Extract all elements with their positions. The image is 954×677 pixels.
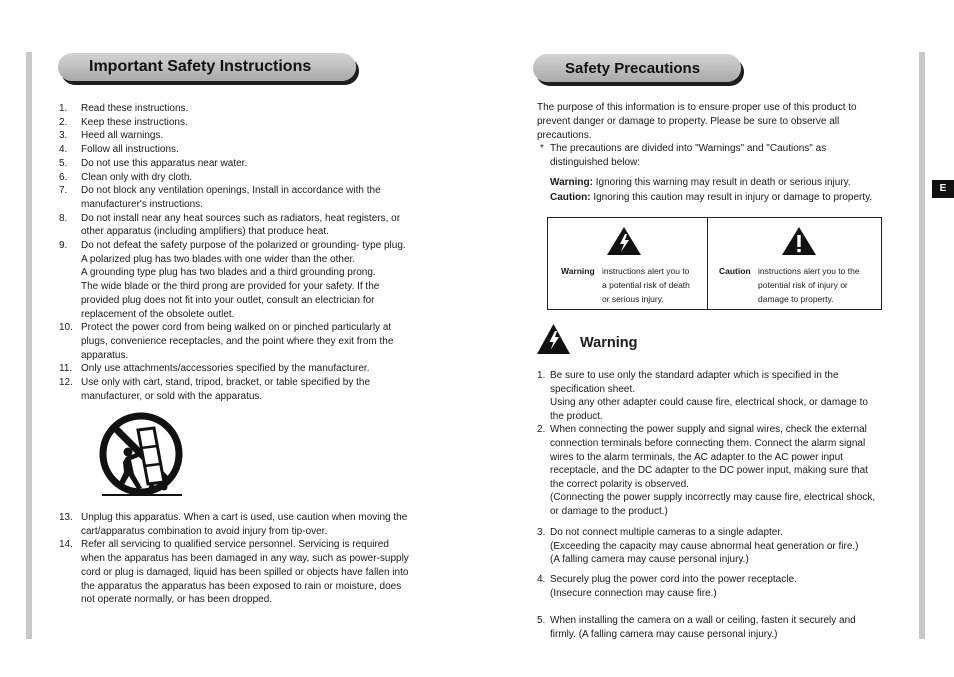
cart-tip-over-warning-icon — [98, 412, 186, 498]
language-tab: E — [932, 180, 954, 198]
list-item: 10. Protect the power cord from being walked on or pinched particularly at plugs, convenience receptacles, and the point where they exit from the apparatus. — [59, 322, 394, 361]
left-page-edge-bar — [26, 52, 32, 639]
list-item: 4. Securely plug the power cord into the power receptacle. (Insecure connection may cause fire.) — [537, 574, 797, 599]
list-item: 2. Keep these instructions. — [59, 116, 188, 128]
list-item: 3. Do not connect multiple cameras to a single adapter. (Exceeding the capacity may cause abnormal heat generation or fire.) (A falling camera may cause personal injury.) — [537, 527, 859, 566]
electric-shock-warning-icon — [606, 226, 642, 256]
exclamation-caution-icon — [781, 226, 817, 256]
safety-precautions-header: Safety Precautions — [533, 54, 741, 82]
list-item: 14. Refer all servicing to qualified service personnel. Servicing is required when the apparatus has been damaged in any way, such as power-supply cord or plug is damaged, liquid has been spilled or objects have fallen into the apparatus the apparatus has been exposed to rain or moisture, does not operate normally, or has been dropped. — [59, 539, 409, 606]
list-item: 5. When installing the camera on a wall or ceiling, fasten it securely and firmly. (A falling camera may cause personal injury.) — [537, 615, 856, 640]
warning-list-1-2 — [537, 369, 897, 519]
list-item: 3. Heed all warnings. — [59, 130, 164, 142]
warning-definition: Warning: Ignoring this warning may result in death or serious injury. — [550, 177, 851, 188]
list-item: 1. Read these instructions. — [59, 103, 189, 114]
warning-list-4 — [537, 573, 897, 600]
caution-definition: Caution: Ignoring this caution may result in injury or damage to property. — [550, 191, 873, 203]
right-page-edge-bar — [919, 52, 925, 639]
list-item: 1. Be sure to use only the standard adapter which is specified in the specification sheet. Using any other adapter could cause fire, electrical shock, or damage to the product. — [537, 370, 868, 422]
list-item: 9. Do not defeat the safety purpose of the polarized or grounding- type plug. A polarized plug has two blades with one wider than the other. A grounding type plug has two blades and a third grounding prong. The wide blade or the third prong are provided for your safety. If the provided plug does not fit into your outlet, consult an electrician for replacement of the obsolete outlet. — [59, 240, 406, 320]
warning-cell-text: Warning instructions alert you to a potential risk of death or serious injury. — [561, 266, 690, 304]
symbol-table — [547, 217, 882, 310]
list-item: 11. Only use attachments/accessories specified by the manufacturer. — [59, 363, 370, 375]
important-safety-header: Important Safety Instructions — [58, 53, 356, 81]
caution-cell-text: Caution instructions alert you to the potential risk of injury or damage to property. — [719, 266, 860, 304]
list-item: 4. Follow all instructions. — [59, 144, 179, 156]
definitions — [550, 176, 872, 205]
warning-title: Warning — [580, 335, 638, 351]
list-item: 8. Do not install near any heat sources such as radiators, heat registers, or other apparatus (including amplifiers) that produce heat. — [59, 212, 401, 238]
warning-list-3 — [537, 526, 897, 567]
precaution-note: * The precautions are divided into "Warnings" and "Cautions" as distinguished below: — [540, 143, 827, 168]
list-item: 5. Do not use this apparatus near water. — [59, 157, 248, 169]
list-item: 13. Unplug this apparatus. When a cart is used, use caution when moving the cart/apparatus combination to avoid injury from tip-over. — [59, 512, 408, 537]
list-item: 12. Use only with cart, stand, tripod, bracket, or table specified by the manufacturer, or sold with the apparatus. — [59, 377, 371, 402]
list-item: 7. Do not block any ventilation openings, Install in accordance with the manufacturer's instructions. — [59, 185, 381, 210]
safety-instructions-list-b — [59, 511, 419, 607]
electric-shock-warning-icon — [536, 323, 571, 355]
list-item: 6. Clean only with dry cloth. — [59, 171, 193, 183]
intro-paragraph: The purpose of this information is to ensure proper use of this product to prevent danger or damage to property. Please be sure to observe all precautions. — [537, 102, 857, 141]
table-divider — [707, 218, 708, 309]
list-item: 2. When connecting the power supply and signal wires, check the external connection terminals before connecting them. Connect the alarm signal wires to the alarm terminals, the AC adapter to the AC power input receptacle, and the DC adapter to the DC power input, making sure that the correct polarity is observed. (Connecting the power supply incorrectly may cause fire, electrical shock, or damage to the product.) — [537, 424, 876, 517]
warning-list-5 — [537, 614, 897, 641]
warning-section-heading — [536, 323, 637, 355]
safety-instructions-list-a — [59, 102, 419, 403]
